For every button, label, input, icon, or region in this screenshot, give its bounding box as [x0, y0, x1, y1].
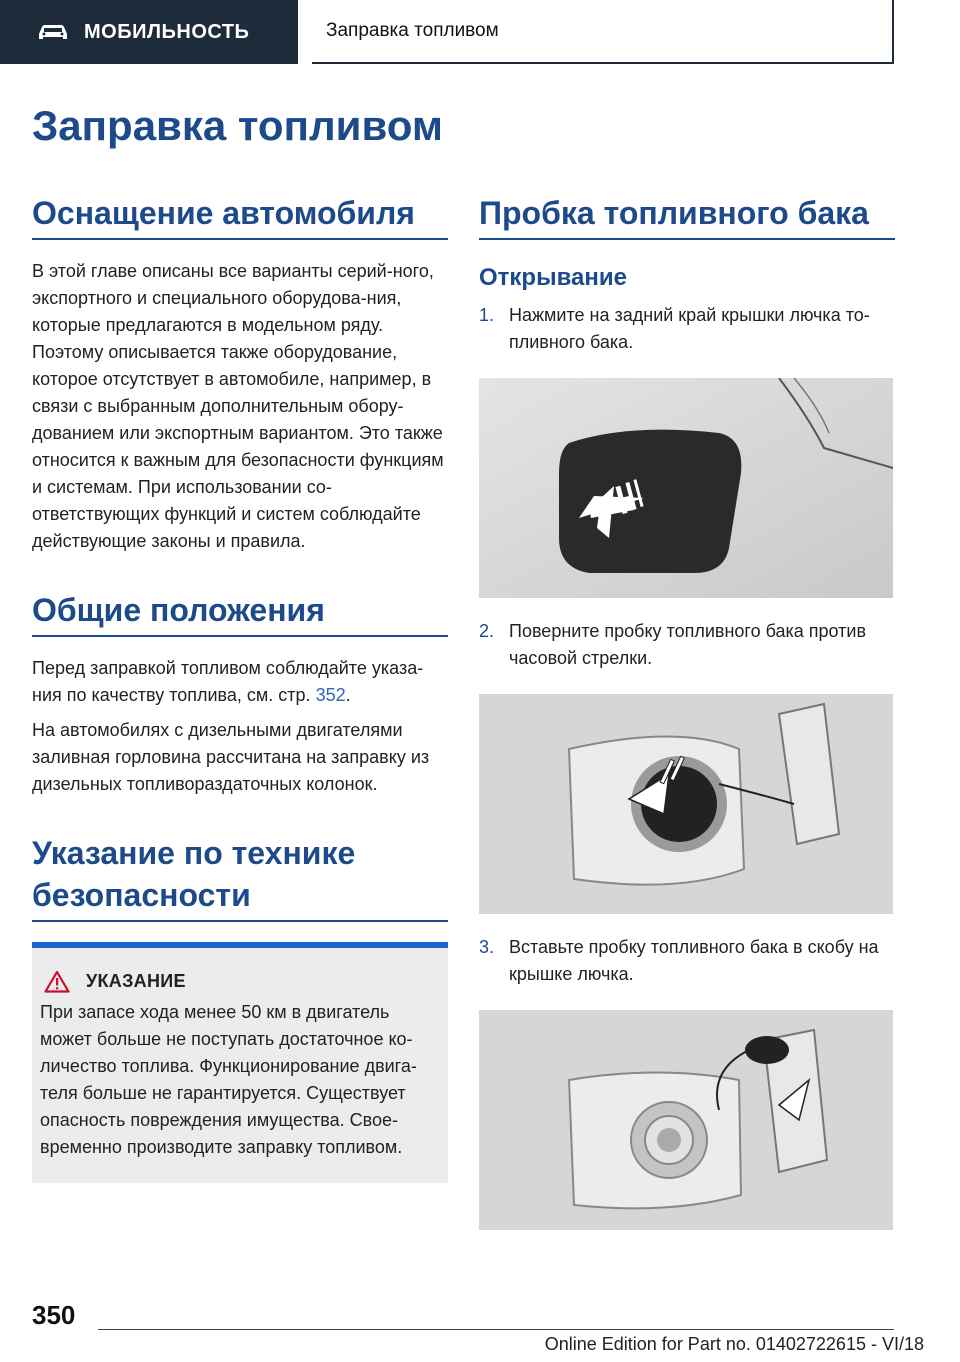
heading-general: Общие положения: [32, 589, 448, 637]
heading-equipment: Оснащение автомобиля: [32, 192, 448, 240]
footer-edition: Online Edition for Part no. 01402722615 - VI/18: [544, 1334, 924, 1354]
step-1: [479, 302, 895, 356]
step-2-text: Поверните пробку топливного бака против часовой стрелки.: [509, 621, 867, 668]
general-text-2: На автомобилях с дизельными двигателями заливная горловина рассчитана на заправку из дизельных топливораздаточных колонок.: [32, 720, 430, 794]
warning-text: При запасе хода менее 50 км в двигатель может больше не поступать достаточное ко-личество топлива. Функционирование двига-теля больше не гарантируется. Существует опасность повреждения имущества. Свое-временно производите заправку топливом.: [40, 1002, 417, 1157]
header-section-label: МОБИЛЬНОСТЬ: [84, 20, 250, 43]
photo-stow-cap: [479, 1010, 893, 1230]
warning-triangle-icon: [44, 970, 70, 993]
step-2: [479, 618, 895, 672]
footer-divider: [98, 1329, 894, 1330]
step-2-number: 2.: [479, 621, 495, 641]
fuel-cap-turn-illustration: [479, 694, 893, 914]
header-chapter: [312, 0, 894, 64]
equipment-text: В этой главе описаны все варианты серий-ного, экспортного и специального оборудова-ния, которые предлагаются в модельном ряду. Поэтому описывается также оборудование, которое отсутствует в автомобиле, например, в связи с выбранным дополнительным обору-дованием или экспортным вариантом. Это также относится к важным для безопасности функциям и системам. При использовании со-ответствующих функций и систем соблюдайте действующие законы и правила.: [32, 261, 444, 551]
heading-safety-line2: безопасности: [32, 877, 251, 913]
left-column: [32, 192, 448, 1183]
general-text-1: [32, 655, 448, 709]
right-column: [479, 192, 895, 1230]
step-3: [479, 934, 895, 988]
subheading-opening: Открывание: [479, 264, 627, 291]
header-section-tab: [0, 0, 298, 64]
header-chapter-label: Заправка топливом: [326, 20, 499, 41]
warning-box: [32, 942, 448, 1183]
heading-fuel-cap: Пробка топливного бака: [479, 192, 895, 240]
step-1-text: Нажмите на задний край крышки лючка то-пливного бака.: [509, 305, 870, 352]
warning-header: [40, 970, 438, 993]
page-title: Заправка топливом: [32, 102, 443, 149]
general-text-1-start: Перед заправкой топливом соблюдайте указа-ния по качеству топлива, см. стр.: [32, 658, 424, 705]
step-3-text: Вставьте пробку топливного бака в скобу на крышке лючка.: [509, 937, 879, 984]
general-text-1-end: .: [345, 685, 351, 705]
car-icon: [36, 22, 70, 42]
fuel-cap-stow-illustration: [479, 1010, 893, 1230]
photo-turn-cap: [479, 694, 893, 914]
heading-safety-line1: Указание по технике: [32, 835, 356, 871]
photo-press-flap: [479, 378, 893, 598]
warning-title: УКАЗАНИЕ: [86, 971, 186, 991]
page-link-352[interactable]: 352: [315, 685, 346, 705]
fuel-flap-press-illustration: [479, 378, 893, 598]
page-number: 350: [32, 1300, 76, 1330]
step-3-number: 3.: [479, 937, 495, 957]
heading-safety: [32, 832, 448, 922]
step-1-number: 1.: [479, 305, 495, 325]
